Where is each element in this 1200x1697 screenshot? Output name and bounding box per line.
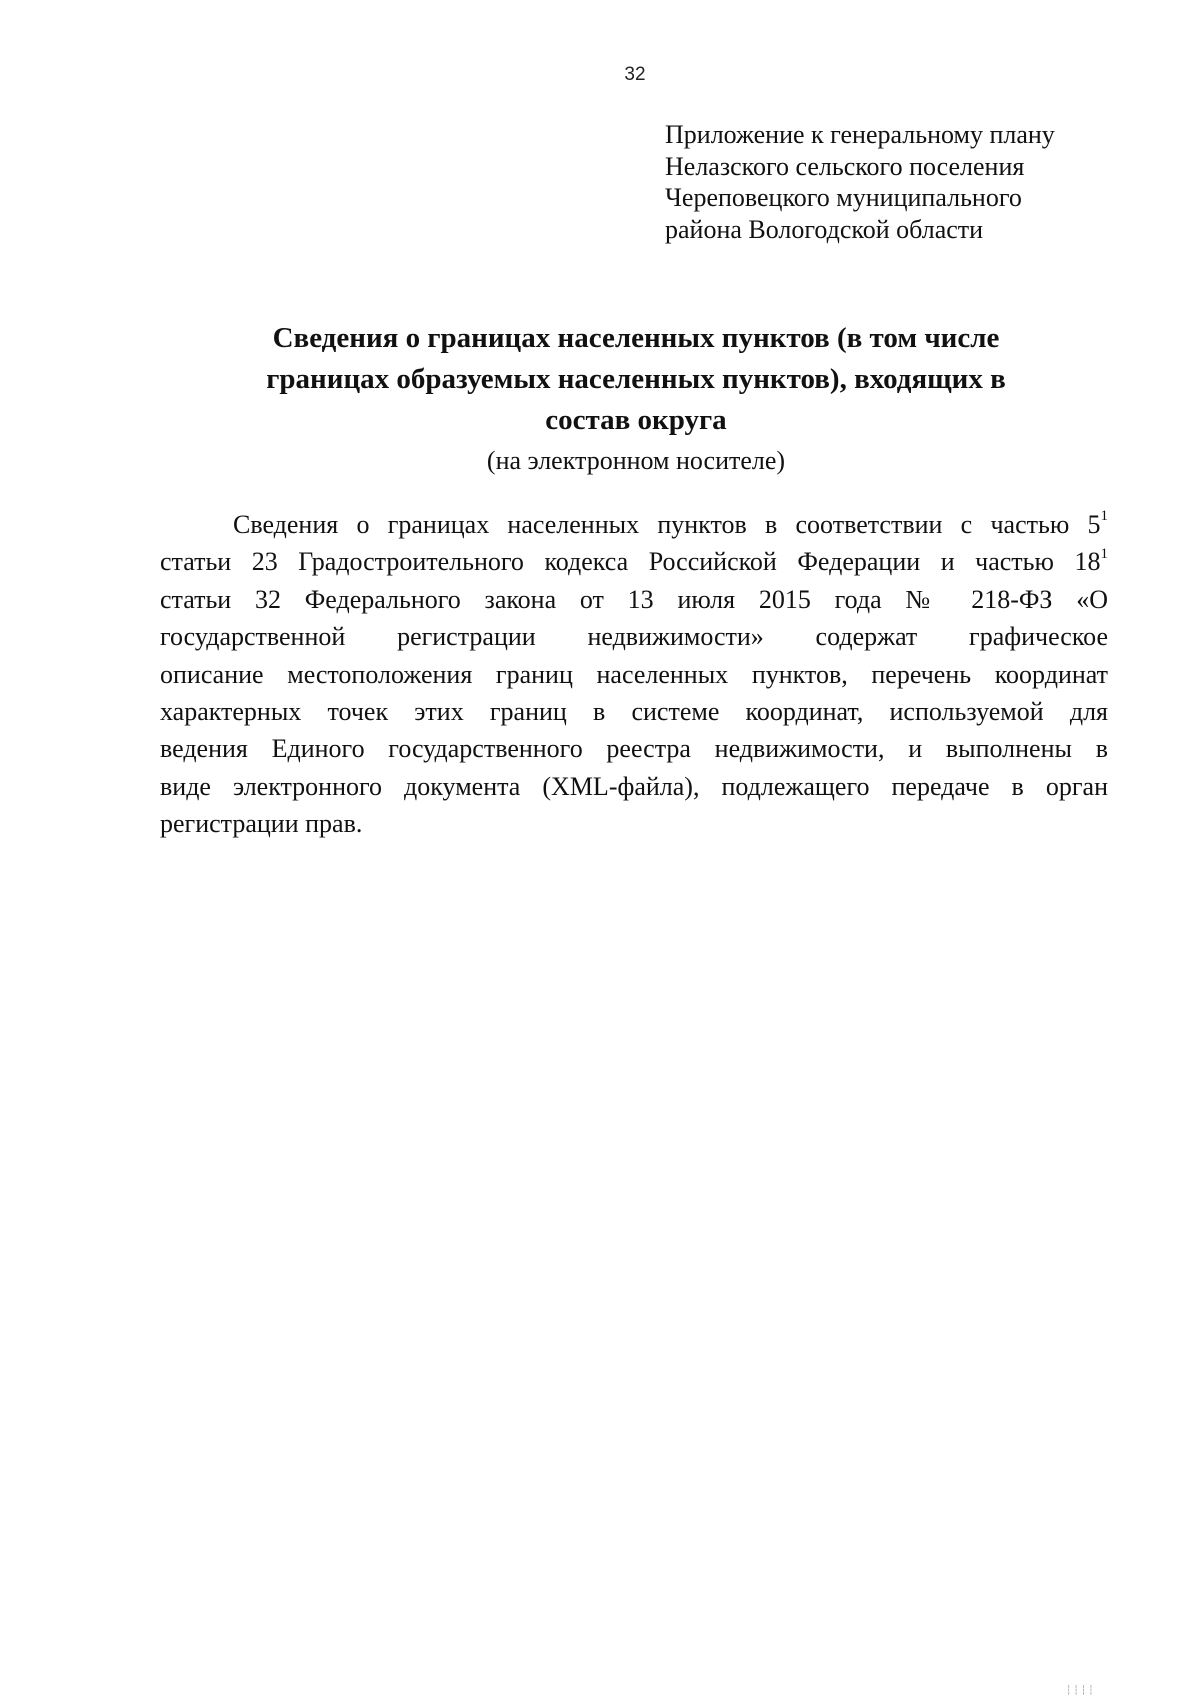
document-title-line: Сведения о границах населенных пунктов (в том числе (272, 322, 1000, 354)
body-line: виде электронного документа (XML-файла), подлежащего передаче в орган (160, 771, 1108, 801)
document-title (160, 318, 1112, 441)
document-subtitle: (на электронном носителе) (486, 446, 786, 475)
appendix-note-line: Нелазского сельского поселения (665, 151, 1025, 181)
appendix-note-line: района Вологодской области (665, 214, 984, 244)
appendix-note (665, 119, 1165, 245)
body-line (160, 543, 1108, 580)
body-line: описание местоположения границ населенных пунктов, перечень координат (160, 659, 1108, 689)
body-line: характерных точек этих границ в системе координат, используемой для (160, 697, 1108, 727)
body-line: статьи 32 Федерального закона от 13 июля 2015 года № 218-ФЗ «О (160, 584, 1108, 614)
body-line: государственной регистрации недвижимости» содержат графическое (160, 622, 1108, 652)
appendix-note-line: Череповецкого муниципального (665, 183, 1022, 212)
page-number: 32 (624, 64, 646, 85)
body-line (160, 506, 1108, 543)
superscript: 1 (1100, 545, 1108, 562)
body-line-text: Сведения о границах населенных пунктов в соответствии с частью 5 (233, 510, 1101, 539)
body-line: регистрации прав. (160, 809, 363, 839)
document-title-line: границах образуемых населенных пунктов), входящих в (266, 363, 1006, 395)
document-title-line: состав округа (545, 404, 727, 436)
appendix-note-line: Приложение к генеральному плану (665, 120, 1055, 149)
body-paragraph (160, 506, 1108, 843)
scan-artifact-marks: ┆┆┆┆ (1066, 1686, 1096, 1696)
body-line: ведения Единого государственного реестра недвижимости, и выполнены в (160, 734, 1108, 764)
body-line-text: статьи 23 Градостроительного кодекса Российской Федерации и частью 18 (160, 547, 1101, 577)
superscript: 1 (1100, 508, 1108, 525)
